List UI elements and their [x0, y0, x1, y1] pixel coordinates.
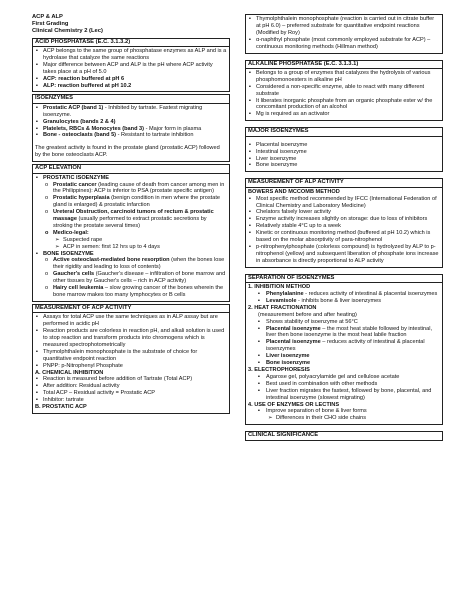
- arrow-bullet-icon: ➢: [55, 243, 60, 250]
- bullet-icon: ▪: [36, 75, 38, 82]
- bullet-icon: ▪: [258, 325, 260, 332]
- elevation-section: [32, 164, 230, 302]
- measurement-item: ▪ PNPP: p-Nitrophenyl Phosphate: [36, 362, 123, 369]
- bullet-icon: ▪: [249, 97, 251, 104]
- separation-item: ▪ Phenylalanine - reduces activity of intestinal & placental isoenzymes: [258, 291, 438, 297]
- acp-item: ▪ ACP: reaction buffered at pH 6: [36, 75, 125, 82]
- bullet-icon: ▪: [249, 209, 251, 216]
- bullet-icon: ▪: [36, 125, 38, 132]
- doc-grading: First Grading: [32, 21, 69, 28]
- bullet-icon: ▪: [249, 69, 251, 76]
- acp-item: ▪ ALP: reaction buffered at pH 10.2: [36, 82, 132, 89]
- bullet-icon: ▪: [258, 291, 260, 297]
- bullet-icon: ▪: [36, 174, 38, 181]
- bullet-icon: ▪: [258, 373, 260, 380]
- inhibition-item: ▪ Inhibitor: tartrate: [36, 397, 84, 404]
- circle-bullet-icon: o: [45, 257, 49, 264]
- elevation-subitem: ➢ Suspected rape: [55, 236, 103, 243]
- bullet-icon: ▪: [249, 36, 251, 43]
- substrate-item: ▪ Thymolphthalein monophosphate (reaction is carried out in citrate buffer at pH 6.0) – preferred substrate for quantitative endpoint reactions (Modified by Roy): [249, 16, 435, 36]
- acp-item: ▪ Major difference between ACP and ALP is the pH where ACP activity takes place at a pH of 5.0: [36, 61, 213, 75]
- bullet-icon: ▪: [258, 380, 260, 387]
- major-isoenzyme-item: ▪ Bone isoenzyme: [249, 162, 298, 169]
- bullet-icon: ▪: [36, 250, 38, 257]
- left-column: [32, 14, 230, 414]
- elevation-item: o Gaucher's cells (Gaucher's disease – infiltration of bone marrow and other tissues by Gaucher's cells – rich in ACP activity): [45, 271, 226, 285]
- alp-measure-item: ▪ p-nitrophenylphosphate (colorless compound) is hydrolyzed by ALP to p-nitrophenol (yellow) and subsequent liberation of phosphate ions increase in absorbance is directly proportional to ALP activity: [249, 243, 439, 264]
- heat-fractionation-heading: 2. HEAT FRACTIONATION: [248, 304, 317, 311]
- measurement-item: ▪ Assays for total ACP use the same techniques as in ALP assay but are performed in acidic pH: [36, 314, 218, 328]
- bullet-icon: ▪: [249, 216, 251, 223]
- alp-measurement-title: MEASUREMENT OF ALP ACTIVITY: [246, 179, 442, 187]
- enzymes-lectins-heading: 4. USE OF ENZYMES OR LECTINS: [248, 401, 340, 408]
- inhibition-item: ▪ Total ACP – Residual activity = Prostatic ACP: [36, 390, 155, 397]
- separation-section: [245, 274, 443, 426]
- bullet-icon: ▪: [249, 83, 251, 90]
- inhibition-item: ▪ After addition: Residual activity: [36, 383, 120, 390]
- acp-title: ACID PHOSPHATASE (E.C. 3.1.3.2): [33, 39, 229, 47]
- major-isoenzymes-title: MAJOR ISOENZYMES: [246, 128, 442, 136]
- bullet-icon: ▪: [258, 353, 260, 360]
- bullet-icon: ▪: [36, 48, 38, 55]
- major-isoenzyme-item: ▪ Intestinal isoenzyme: [249, 148, 307, 155]
- bullet-icon: ▪: [36, 132, 38, 139]
- separation-item: ▪ Shows stability of isoenzyme at 56°C: [258, 318, 358, 325]
- bullet-icon: ▪: [249, 148, 251, 155]
- alp-title: ALKALINE PHOSPHATASE (E.C. 3.1.3.1): [246, 61, 442, 69]
- bullet-icon: ▪: [36, 61, 38, 68]
- isoenzyme-item: ▪ Platelets, RBCs & Monocytes (band 3) - Major form in plasma: [36, 125, 202, 132]
- inhibition-item: ▪ Reaction is measured before addition of Tartrate (Total ACP): [36, 376, 193, 383]
- circle-bullet-icon: o: [45, 209, 49, 216]
- bullet-icon: ▪: [249, 230, 251, 237]
- alp-measure-item: ▪ Kinetic or continuous monitoring method (buffered at pH 10.2) which is based on the molar absorptivity of para-nitrophenol: [249, 230, 431, 244]
- separation-item: ▪ Best used in combination with other methods: [258, 380, 378, 387]
- bullet-icon: ▪: [36, 328, 38, 335]
- bullet-icon: ▪: [36, 390, 38, 397]
- separation-subitem: ➢ Differences in their CHO side chains: [268, 415, 367, 422]
- circle-bullet-icon: o: [45, 181, 49, 188]
- doc-course: Clinical Chemistry 2 (Lec): [32, 28, 103, 35]
- isoenzyme-item: ▪ Granulocytes (bands 2 & 4): [36, 118, 116, 125]
- bullet-icon: ▪: [36, 383, 38, 390]
- separation-item: ▪ Agarose gel, polyacrylamide gel and cellulose acetate: [258, 373, 400, 380]
- clinical-title: CLINICAL SIGNIFICANCE: [248, 432, 319, 439]
- bullet-icon: ▪: [36, 348, 38, 355]
- arrow-bullet-icon: ➢: [55, 236, 60, 243]
- acp-item: ▪ ACP belongs to the same group of phosphatase enzymes as ALP and is a hydrolase that catalyze the same reactions: [36, 48, 227, 61]
- measurement-title: MEASUREMENT OF ACP ACTIVITY: [33, 305, 229, 313]
- acp-section: [32, 38, 230, 93]
- separation-item: ▪ Liver fraction migrates the fastest, followed by bone, placental, and intestinal isoenzyme (slowest migrating): [258, 387, 432, 401]
- elevation-item: o Ureteral Obstruction, carcinoid tumors of rectum & prostatic massage (usually performed to extract prostatic secretions by stroking the prostate several times): [45, 209, 214, 229]
- isoenzymes-section: [32, 94, 230, 162]
- bowers-mccomb-heading: BOWERS AND MCCOMB METHOD: [248, 188, 340, 195]
- bullet-icon: ▪: [258, 360, 260, 367]
- bullet-icon: ▪: [249, 223, 251, 230]
- measurement-item: ▪ Reaction products are colorless in reaction pH, and alkali solution is used to stop reaction and transform products into chromogens which is measured spectrophotometrically: [36, 328, 225, 348]
- bullet-icon: ▪: [249, 141, 251, 148]
- bullet-icon: ▪: [36, 104, 38, 111]
- alp-measurement-section: [245, 178, 443, 267]
- bullet-icon: ▪: [258, 408, 260, 415]
- isoenzyme-note: The greatest activity is found in the prostate gland (prostatic ACP) followed by the bone osteoclasts ACP.: [35, 145, 220, 159]
- substrate-item: ▪ α-naphthyl phosphate (most commonly employed substrate for ACP) – continuous monitoring methods (Hillman method): [249, 36, 431, 50]
- bullet-icon: ▪: [249, 243, 251, 250]
- separation-item: ▪ Liver isoenzyme: [258, 353, 310, 360]
- clinical-section: [245, 431, 443, 440]
- elevation-item: o Prostatic hyperplasia (benign condition in men where the prostate gland is enlarged) & prostatic infarction: [45, 195, 220, 209]
- bullet-icon: ▪: [36, 362, 38, 369]
- alp-section: [245, 60, 443, 122]
- bullet-icon: ▪: [258, 387, 260, 394]
- bone-heading: ▪ BONE ISOENZYME: [36, 250, 94, 257]
- alp-measure-item: ▪ Relatively stable 4°C up to a week: [249, 223, 341, 230]
- right-column: [245, 14, 443, 441]
- separation-item: ▪ Bone isoenzyme: [258, 360, 311, 367]
- bullet-icon: ▪: [36, 118, 38, 125]
- separation-item: ▪ Levamisole - inhibits bone & liver isoenzymes: [258, 297, 382, 304]
- circle-bullet-icon: o: [45, 195, 49, 202]
- separation-title: SEPARATION OF ISOENZYMES: [246, 275, 442, 283]
- chemical-inhibition-heading: A. CHEMICAL INHIBITION: [35, 369, 104, 376]
- bullet-icon: ▪: [249, 162, 251, 169]
- prostatic-heading: ▪ PROSTATIC ISOENZYME: [36, 174, 109, 181]
- alp-measure-item: ▪ Chelators falsely lower activity: [249, 209, 331, 216]
- elevation-title: ACP ELEVATION: [33, 165, 229, 173]
- prostatic-acp-heading: B. PROSTATIC ACP: [35, 404, 87, 411]
- bullet-icon: ▪: [36, 314, 38, 321]
- substrate-section: [245, 14, 443, 54]
- elevation-item: o Active osteoclast-mediated bone resorption (when the bones lose their rigidity and leading to loss of contents): [45, 257, 225, 271]
- isoenzymes-title: ISOENZYMES: [33, 95, 229, 103]
- inhibition-method-heading: 1. INHIBITION METHOD: [248, 284, 311, 291]
- measurement-section: [32, 304, 230, 414]
- alp-measure-item: ▪ Enzyme activity increases slightly on storage: due to loss of inhibitors: [249, 216, 428, 223]
- bullet-icon: ▪: [249, 111, 251, 118]
- elevation-item: o Hairy cell leukemia – slow growing cancer of the bones wherein the bone marrow makes too many lymphocytes or B cells: [45, 285, 224, 299]
- electrophoresis-heading: 3. ELECTROPHORESIS: [248, 366, 310, 373]
- bullet-icon: ▪: [258, 318, 260, 325]
- major-isoenzymes-section: [245, 127, 443, 172]
- alp-item: ▪ It liberates inorganic phosphate from an organic phosphate ester w/ the concomitant production of an alcohol: [249, 97, 433, 111]
- alp-item: ▪ Mg is required as an activator: [249, 111, 330, 118]
- bullet-icon: ▪: [258, 297, 260, 304]
- alp-item: ▪ Considered a non-specific enzyme, able to react with many different substrate: [249, 83, 425, 97]
- alp-measure-item: ▪ Most specific method recommended by IFCC (International Federation of Clinical Chemistry and Laboratory Medicine): [249, 195, 437, 209]
- alp-item: ▪ Belongs to a group of enzymes that catalyzes the hydrolysis of various phosphomonoesters in alkaline pH: [249, 69, 431, 83]
- arrow-bullet-icon: ➢: [268, 415, 273, 422]
- isoenzyme-item: ▪ Prostatic ACP (band 1) - Inhibited by tartrate. Fastest migrating isoenzyme.: [36, 104, 203, 118]
- elevation-item: o Prostatic cancer (leading cause of death from cancer among men in the Philippines): ACP is inferior to PSA (prostate specific antigen): [45, 181, 225, 195]
- elevation-subitem: ➢ ACP in semen: first 12 hrs up to 4 days: [55, 243, 160, 250]
- separation-item: ▪ Placental isoenzyme – the most heat stable followed by intestinal, liver then bone isoenzyme is the most heat labile fraction: [258, 325, 433, 339]
- isoenzyme-item: ▪ Bone - osteoclasts (band 5) - Resistant to tartrate inhibition: [36, 132, 194, 139]
- separation-item: ▪ Placental isoenzyme – reduces activity of intestinal & placental isoenzymes: [258, 339, 425, 353]
- circle-bullet-icon: o: [45, 229, 49, 236]
- elevation-item: o Medico-legal:: [45, 229, 89, 236]
- bullet-icon: ▪: [36, 397, 38, 404]
- separation-item: ▪ Improve separation of bone & liver forms: [258, 408, 367, 415]
- circle-bullet-icon: o: [45, 285, 49, 292]
- bullet-icon: ▪: [258, 339, 260, 346]
- major-isoenzyme-item: ▪ Placental isoenzyme: [249, 141, 308, 148]
- major-isoenzyme-item: ▪ Liver isoenzyme: [249, 155, 297, 162]
- measurement-item: ▪ Thymolphthalein monophosphate is the substrate of choice for quantitative endpoint reaction: [36, 348, 198, 362]
- heat-note: (measurement before and after heating): [258, 311, 357, 318]
- bullet-icon: ▪: [249, 155, 251, 162]
- bullet-icon: ▪: [249, 16, 251, 22]
- circle-bullet-icon: o: [45, 271, 49, 278]
- bullet-icon: ▪: [36, 82, 38, 89]
- bullet-icon: ▪: [249, 195, 251, 202]
- doc-title: ACP & ALP: [32, 14, 63, 20]
- bullet-icon: ▪: [36, 376, 38, 383]
